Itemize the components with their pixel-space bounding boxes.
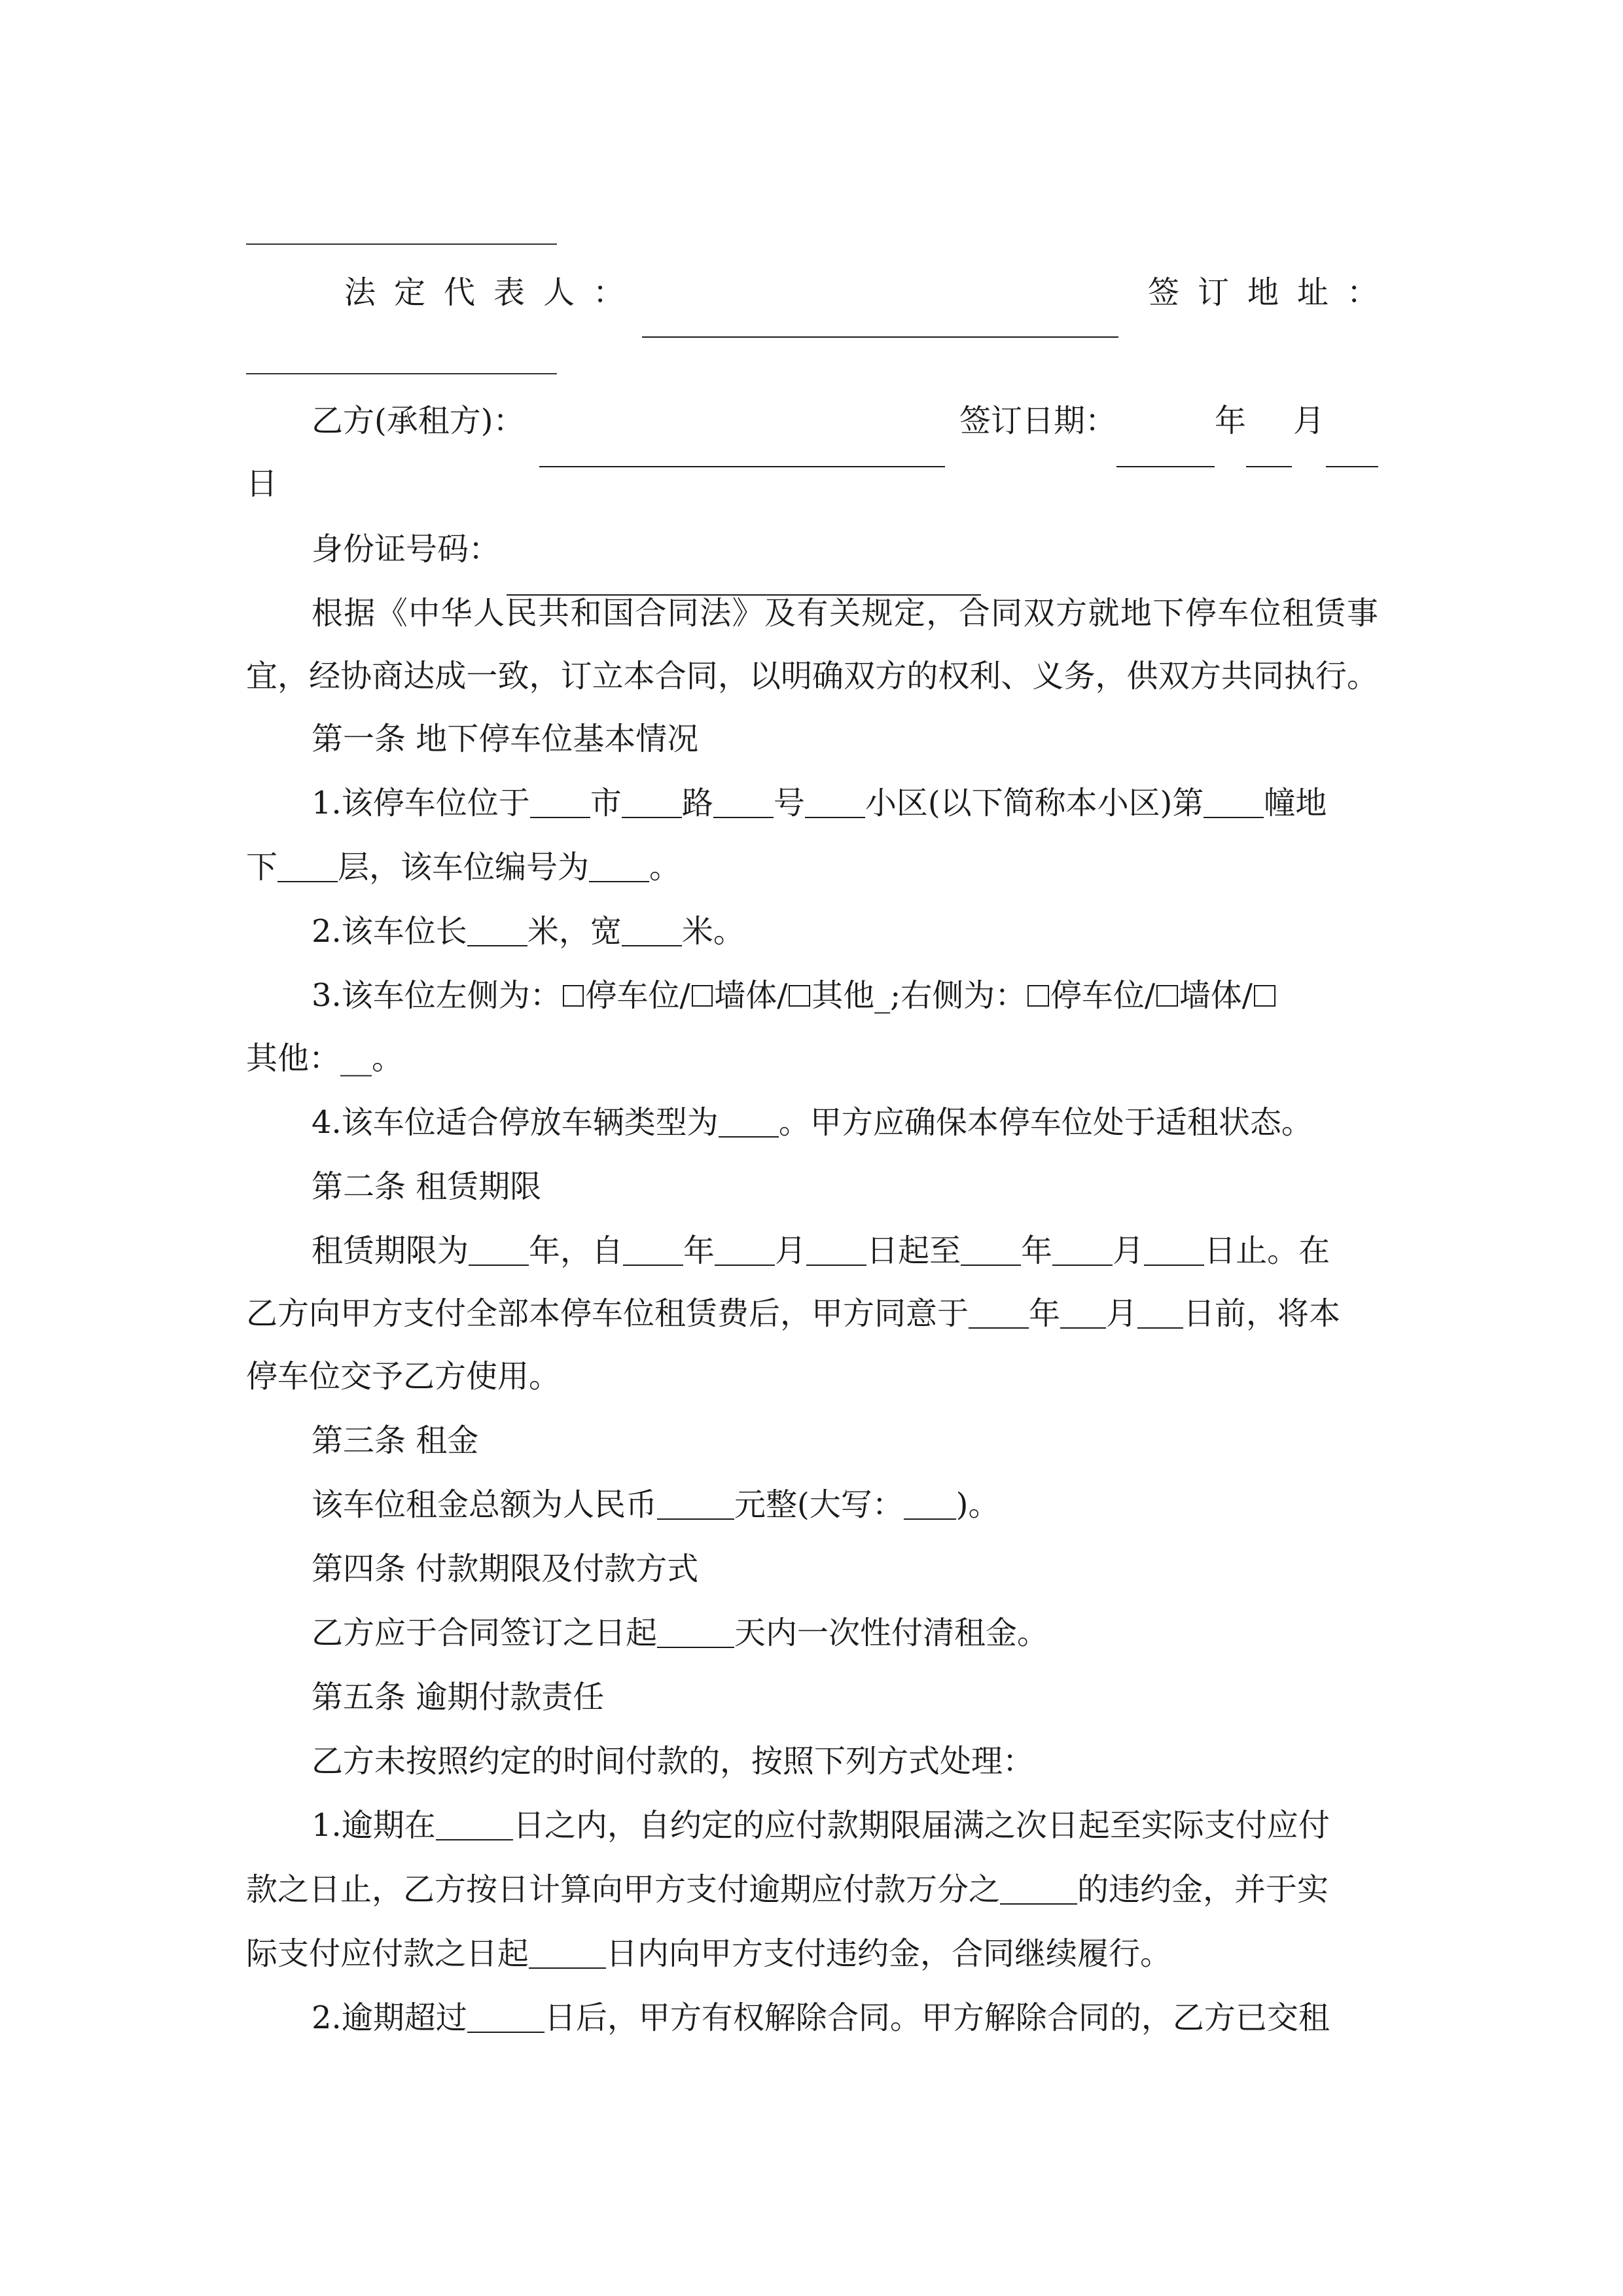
intro-line-1: 根据《中华人民共和国合同法》及有关规定，合同双方就地下停车位租赁事	[312, 595, 1378, 632]
text-segment: 日内向甲方支付违约金，合同继续履行。	[606, 1935, 1172, 1972]
text-segment: 月	[775, 1232, 807, 1269]
end-year-blank[interactable]	[961, 1233, 1021, 1266]
article1-item1-line1	[246, 771, 1378, 835]
text-segment: 日起至	[866, 1232, 961, 1269]
article3-title: 第三条 租金	[312, 1422, 479, 1459]
year-label: 年	[1215, 403, 1247, 439]
termination-days-blank[interactable]	[467, 2000, 544, 2033]
article4-title: 第四条 付款期限及付款方式	[312, 1551, 699, 1587]
start-day-blank[interactable]	[806, 1233, 866, 1266]
article1-title: 第一条 地下停车位基本情况	[312, 721, 699, 757]
text-segment: 4.该车位适合停放车辆类型为	[312, 1104, 719, 1141]
id-line	[246, 517, 1378, 581]
number-blank[interactable]	[713, 785, 774, 818]
text-segment: 。	[649, 849, 681, 886]
legal-rep-line	[246, 260, 1397, 325]
penalty-rate-blank[interactable]	[1000, 1872, 1077, 1905]
article5-item1-line2	[246, 1857, 1378, 1922]
signature-line	[246, 243, 557, 245]
text-segment: 月	[1113, 1232, 1145, 1269]
checkbox-icon[interactable]	[789, 985, 810, 1007]
party-b-line	[246, 389, 1378, 453]
text-segment: 年	[1029, 1295, 1061, 1332]
payment-days-blank[interactable]	[657, 1615, 734, 1648]
id-label: 身份证号码：	[312, 531, 501, 567]
text-segment: 3.该车位左侧为：	[312, 977, 562, 1014]
text-segment: 墙体/	[714, 977, 788, 1014]
text-segment: 月	[1106, 1295, 1138, 1332]
text-segment: 年，自	[529, 1232, 624, 1269]
article5-line1: 乙方未按照约定的时间付款的，按照下列方式处理：	[312, 1743, 1035, 1780]
text-segment: 日止。在	[1204, 1232, 1330, 1269]
penalty-days-blank[interactable]	[529, 1936, 606, 1969]
handover-year-blank[interactable]	[969, 1296, 1029, 1329]
article1-item3-line1	[246, 963, 1378, 1028]
text-segment: 该车位租金总额为人民币	[312, 1486, 658, 1523]
text-segment: 天内一次性付清租金。	[734, 1615, 1049, 1651]
checkbox-icon[interactable]	[1027, 985, 1049, 1007]
start-year-blank[interactable]	[623, 1233, 683, 1266]
text-segment: 际支付应付款之日起	[246, 1935, 529, 1972]
month-label: 月	[1293, 403, 1325, 439]
text-segment: 。甲方应确保本停车位处于适租状态。	[778, 1104, 1313, 1141]
vehicle-type-blank[interactable]	[719, 1105, 779, 1138]
text-segment: 下	[246, 849, 278, 886]
party-b-label: 乙方(承租方)：	[312, 403, 525, 439]
width-blank[interactable]	[622, 914, 682, 946]
article5-title: 第五条 逾期付款责任	[312, 1679, 605, 1715]
road-blank[interactable]	[622, 785, 682, 818]
text-segment: 小区(以下简称本小区)第	[865, 785, 1204, 821]
checkbox-icon[interactable]	[563, 985, 584, 1007]
article1-item3-line2	[246, 1026, 1378, 1090]
article1-item4	[246, 1090, 1378, 1155]
checkbox-icon[interactable]	[1156, 985, 1178, 1007]
rent-amount-blank[interactable]	[657, 1487, 734, 1520]
text-segment: 市	[590, 785, 622, 821]
building-blank[interactable]	[1204, 785, 1264, 818]
text-segment: 日后，甲方有权解除合同。甲方解除合同的，乙方已交租	[544, 2000, 1330, 2036]
legal-rep-blank[interactable]	[642, 305, 1118, 338]
text-segment: 2.该车位长	[312, 913, 467, 950]
article2-title: 第二条 租赁期限	[312, 1168, 542, 1205]
article1-item1-line2	[246, 835, 1378, 899]
text-segment: 年	[1021, 1232, 1053, 1269]
end-day-blank[interactable]	[1144, 1233, 1204, 1266]
text-segment: 米。	[681, 913, 745, 950]
text-segment: 1.逾期在	[312, 1807, 436, 1844]
text-segment: 米，宽	[527, 913, 622, 950]
text-segment: 其他_;右侧为：	[812, 977, 1027, 1014]
sign-date-label: 签订日期：	[959, 403, 1117, 439]
text-segment: 元整(大写：	[734, 1486, 904, 1523]
length-blank[interactable]	[467, 914, 527, 946]
checkbox-icon[interactable]	[692, 985, 713, 1007]
text-segment: 日之内，自约定的应付款期限届满之次日起至实际支付应付	[512, 1807, 1330, 1844]
checkbox-icon[interactable]	[1254, 985, 1275, 1007]
text-segment: 的违约金，并于实	[1077, 1871, 1329, 1908]
city-blank[interactable]	[530, 785, 590, 818]
text-segment: 墙体/	[1179, 977, 1253, 1014]
text-segment: 款之日止，乙方按日计算向甲方支付逾期应付款万分之	[246, 1871, 1001, 1908]
text-segment: 幢地	[1264, 785, 1327, 821]
start-month-blank[interactable]	[715, 1233, 775, 1266]
text-segment: 租赁期限为	[312, 1232, 469, 1269]
day-label: 日	[246, 465, 278, 502]
text-segment: 号	[773, 785, 805, 821]
handover-month-blank[interactable]	[1060, 1296, 1106, 1329]
text-segment: 日前，将本	[1183, 1295, 1341, 1332]
text-segment: 乙方应于合同签订之日起	[312, 1615, 658, 1651]
text-segment: 2.逾期超过	[312, 2000, 467, 2036]
legal-rep-label: 法定代表人：	[344, 274, 643, 311]
overdue-days-blank[interactable]	[436, 1808, 513, 1840]
article2-line1	[246, 1219, 1378, 1283]
article5-item1-line3	[246, 1922, 1378, 1986]
term-years-blank[interactable]	[469, 1233, 529, 1266]
sign-address-label: 签订地址：	[1148, 274, 1397, 311]
space-number-blank[interactable]	[589, 850, 649, 882]
handover-day-blank[interactable]	[1137, 1296, 1183, 1329]
article1-item2	[246, 899, 1378, 963]
article3-line1	[246, 1473, 1378, 1537]
floor-blank[interactable]	[277, 850, 338, 882]
day-line	[246, 452, 1378, 516]
address-line	[246, 373, 557, 374]
article2-line2	[246, 1282, 1378, 1346]
text-segment: 年	[683, 1232, 715, 1269]
text-segment: 1.该停车位位于	[312, 785, 530, 821]
text-segment: 停车位/	[1050, 977, 1156, 1014]
text-segment: 路	[681, 785, 713, 821]
article5-item1-line1	[246, 1793, 1378, 1857]
article4-line1	[246, 1601, 1378, 1665]
text-segment: 乙方向甲方支付全部本停车位租赁费后，甲方同意于	[246, 1295, 969, 1332]
intro-line-2: 宜，经协商达成一致，订立本合同，以明确双方的权利、义务，供双方共同执行。	[246, 658, 1378, 694]
community-blank[interactable]	[805, 785, 865, 818]
article5-item2-line1	[246, 1986, 1378, 2050]
rent-uppercase-blank[interactable]	[904, 1487, 956, 1520]
text-segment: )。	[955, 1486, 1000, 1523]
text-segment: 层，该车位编号为	[338, 849, 590, 886]
end-month-blank[interactable]	[1052, 1233, 1113, 1266]
text-segment: 其他：__。	[246, 1040, 404, 1077]
article2-line3: 停车位交予乙方使用。	[246, 1358, 561, 1395]
text-segment: 停车位/	[585, 977, 690, 1014]
